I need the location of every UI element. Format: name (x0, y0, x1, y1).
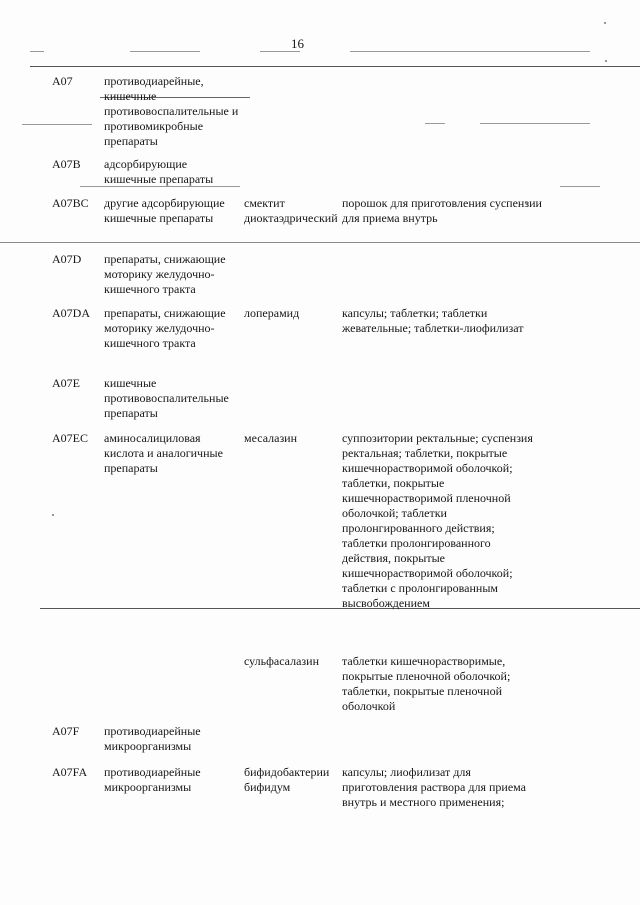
dosage-forms: суппозитории ректальные; суспензия ректальная; таблетки, покрытые кишечнорастворимой оболочкой; таблетки, покрытые кишечнорастворимой пленочной оболочкой; таблетки пролонгированного действия; таблетки пролонгированного действия, покрытые кишечнорастворимой оболочкой; таблетки с пролонгированным высвобождением (342, 431, 533, 610)
atc-code: А07Е (52, 376, 80, 390)
atc-code: А07FA (52, 765, 88, 779)
scan-speck (260, 51, 300, 52)
scan-speck (605, 60, 607, 62)
scan-speck (30, 51, 44, 52)
dosage-forms: порошок для приготовления суспензии для приема внутрь (342, 196, 542, 225)
atc-code: А07В (52, 157, 81, 171)
group-name: другие адсорбирующие кишечные препараты (104, 196, 225, 225)
drug-name: бифидобактерии бифидум (244, 765, 330, 794)
atc-code: А07ЕС (52, 431, 88, 445)
page-number: 16 (291, 36, 304, 51)
row-rule (0, 242, 640, 243)
dosage-forms: таблетки кишечнорастворимые, покрытые пленочной оболочкой; таблетки, покрытые пленочной оболочкой (342, 654, 511, 713)
atc-code: А07F (52, 724, 80, 738)
scan-speck (560, 186, 600, 187)
group-name: адсорбирующие кишечные препараты (104, 157, 214, 186)
atc-code: А07DA (52, 306, 90, 320)
scan-speck (130, 51, 200, 52)
drug-name: месалазин (244, 431, 298, 445)
scan-speck (480, 123, 590, 124)
row-rule (40, 608, 640, 609)
scan-speck (425, 123, 445, 124)
scan-speck (604, 22, 606, 24)
atc-code: А07ВС (52, 196, 89, 210)
group-name: препараты, снижающие моторику желудочно-кишечного тракта (104, 306, 226, 350)
scan-speck (52, 514, 54, 516)
scan-speck (22, 124, 92, 125)
dosage-forms: капсулы; таблетки; таблетки жевательные; таблетки-лиофилизат (342, 306, 524, 335)
atc-code: А07 (52, 74, 73, 88)
group-name: противодиарейные микроорганизмы (104, 724, 201, 753)
group-name: противодиарейные, кишечные противовоспалительные и противомикробные препараты (104, 74, 239, 148)
group-name: аминосалициловая кислота и аналогичные препараты (104, 431, 223, 475)
atc-code: А07D (52, 252, 82, 266)
drug-name: сульфасалазин (244, 654, 320, 668)
scan-speck (350, 51, 590, 52)
drug-name: смектит диоктаэдрический (244, 196, 338, 225)
group-name: противодиарейные микроорганизмы (104, 765, 201, 794)
group-name: кишечные противовоспалительные препараты (104, 376, 229, 420)
drug-name: лоперамид (244, 306, 300, 320)
top-rule (30, 66, 640, 67)
dosage-forms: капсулы; лиофилизат для приготовления раствора для приема внутрь и местного применения; (342, 765, 527, 809)
group-name: препараты, снижающие моторику желудочно-кишечного тракта (104, 252, 226, 296)
